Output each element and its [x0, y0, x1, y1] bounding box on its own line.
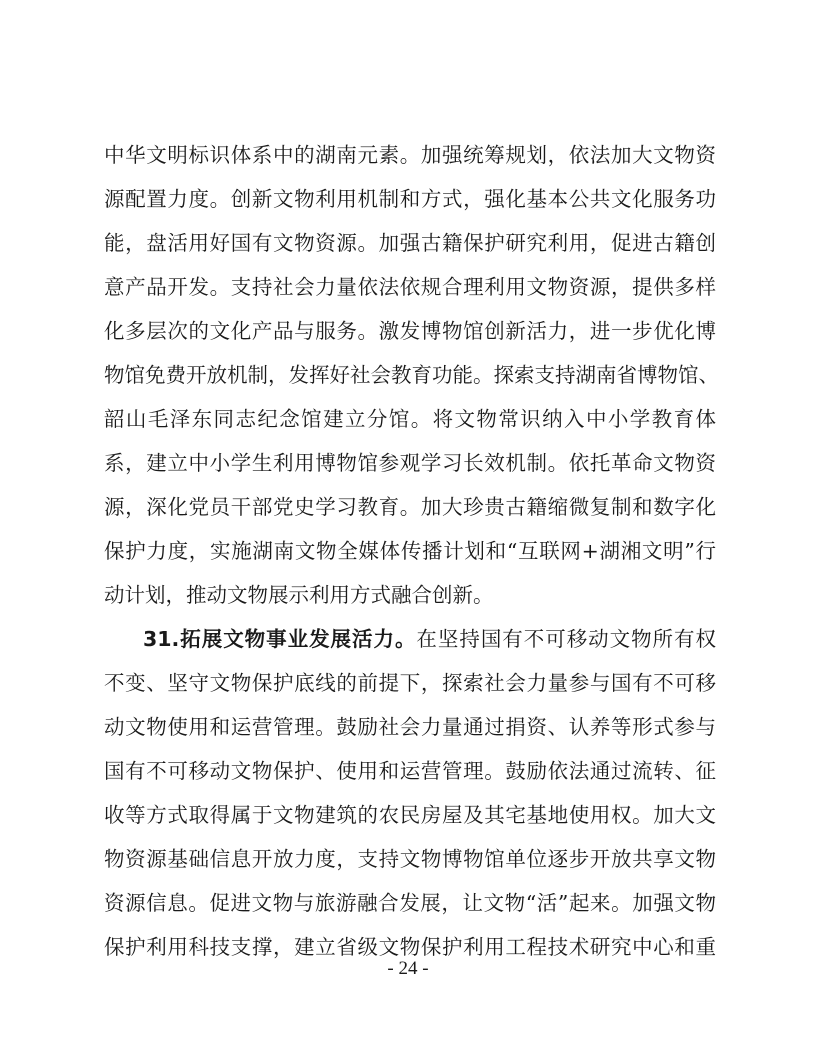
section-31-line-8: 保护利用科技支撑，建立省级文物保护利用工程技术研究中心和重: [104, 935, 716, 959]
section-31-line-5: 收等方式取得属于文物建筑的农民房屋及其宅基地使用权。加大文: [104, 803, 716, 827]
section-31-line-2: 不变、坚守文物保护底线的前提下，探索社会力量参与国有不可移: [104, 671, 716, 695]
section-31-line-4: 国有不可移动文物保护、使用和运营管理。鼓励依法通过流转、征: [104, 759, 716, 783]
paragraph-1-line-9: 源，深化党员干部党史学习教育。加大珍贵古籍缩微复制和数字化: [104, 495, 716, 519]
paragraph-1-line-3: 能，盘活用好国有文物资源。加强古籍保护研究利用，促进古籍创: [104, 231, 716, 255]
section-31-first-line-text: 在坚持国有不可移动文物所有权: [416, 627, 716, 651]
paragraph-1-line-2: 源配置力度。创新文物利用机制和方式，强化基本公共文化服务功: [104, 187, 716, 211]
section-31-heading: 31.拓展文物事业发展活力。: [143, 627, 417, 651]
paragraph-1-line-8: 系，建立中小学生利用博物馆参观学习长效机制。依托革命文物资: [104, 451, 716, 475]
paragraph-1-line-7: 韶山毛泽东同志纪念馆建立分馆。将文物常识纳入中小学教育体: [104, 407, 716, 431]
paragraph-1-line-6: 物馆免费开放机制，发挥好社会教育功能。探索支持湖南省博物馆、: [104, 363, 719, 387]
section-31-first-line: [143, 619, 716, 659]
paragraph-1-line-4: 意产品开发。支持社会力量依法依规合理利用文物资源，提供多样: [104, 275, 716, 299]
section-31-line-7: 资源信息。促进文物与旅游融合发展，让文物“活”起来。加强文物: [104, 891, 716, 915]
section-31-line-6: 物资源基础信息开放力度，支持文物博物馆单位逐步开放共享文物: [104, 847, 716, 871]
page-number: - 24 -: [387, 958, 429, 979]
section-31-line-3: 动文物使用和运营管理。鼓励社会力量通过捐资、认养等形式参与: [104, 715, 716, 739]
paragraph-1-line-11: 动计划，推动文物展示利用方式融合创新。: [104, 583, 494, 607]
paragraph-1-line-10: 保护力度，实施湖南文物全媒体传播计划和“互联网+湖湘文明”行: [104, 539, 716, 563]
paragraph-1-line-1: 中华文明标识体系中的湖南元素。加强统筹规划，依法加大文物资: [104, 143, 716, 167]
paragraph-1-line-5: 化多层次的文化产品与服务。激发博物馆创新活力，进一步优化博: [104, 319, 716, 343]
